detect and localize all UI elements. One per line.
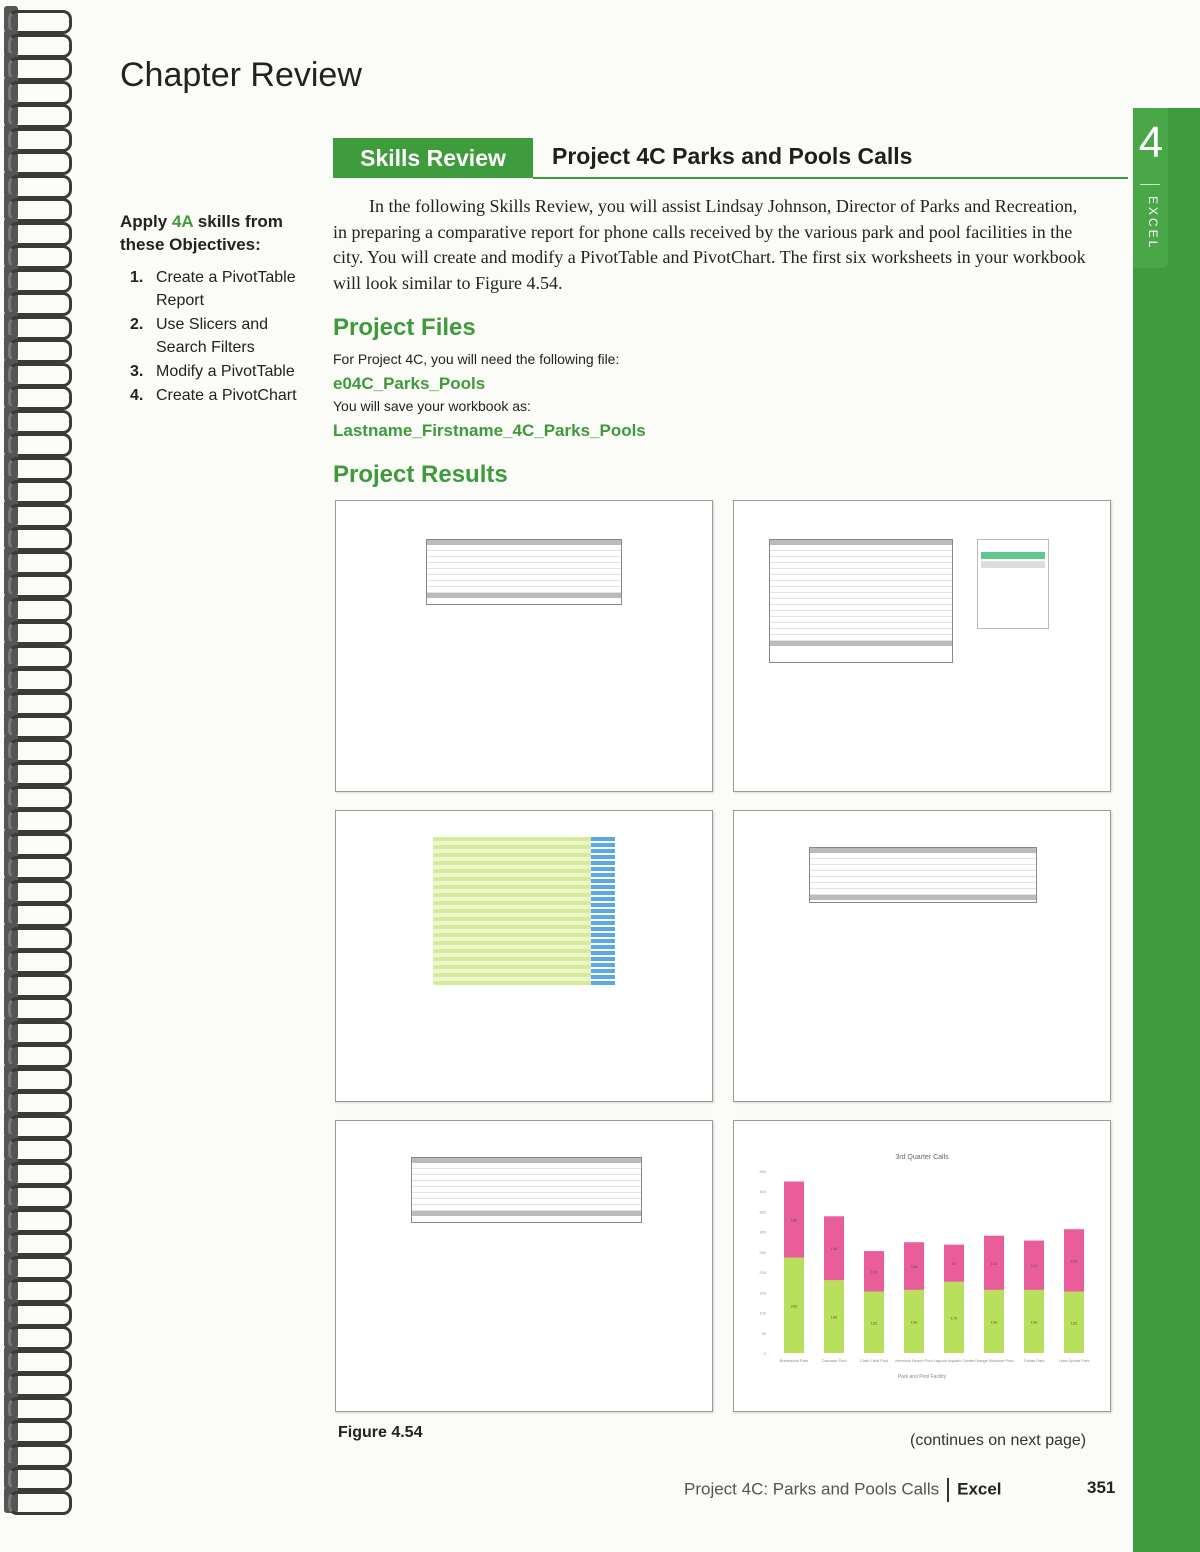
y-tick-label: 300 bbox=[759, 1229, 766, 1235]
y-tick-label: 150 bbox=[759, 1290, 766, 1296]
bar-data-label: 154 bbox=[1070, 1258, 1078, 1264]
objective-item: 4. Create a PivotChart bbox=[130, 387, 297, 404]
chapter-title: Chapter Review bbox=[120, 56, 362, 94]
binding-ring bbox=[8, 1491, 72, 1515]
tab-divider bbox=[1140, 184, 1160, 185]
bar-data-label: 156 bbox=[990, 1319, 998, 1325]
binding-ring bbox=[8, 1091, 72, 1115]
worksheet-thumbnail-4 bbox=[733, 810, 1111, 1102]
x-category-label: Tobias Park bbox=[1023, 1358, 1045, 1363]
y-tick-label: 100 bbox=[759, 1310, 766, 1316]
objectives-sidebar bbox=[120, 210, 310, 408]
objective-item: 1. Create a PivotTable Report bbox=[130, 269, 296, 309]
binding-ring bbox=[8, 151, 72, 175]
x-category-label: Clark Field Pool bbox=[859, 1358, 889, 1363]
binding-ring bbox=[8, 1373, 72, 1397]
x-category-label: Brentwood Park bbox=[779, 1358, 809, 1363]
binding-ring bbox=[8, 903, 72, 927]
pivot-table-preview bbox=[769, 539, 953, 663]
chapter-number: 4 bbox=[1138, 118, 1164, 167]
save-file-name: Lastname_Firstname_4C_Parks_Pools bbox=[333, 421, 646, 440]
y-tick-label: 400 bbox=[759, 1189, 766, 1195]
worksheet-thumbnail-5 bbox=[335, 1120, 713, 1412]
x-category-label: Hemlock Beach Pool bbox=[895, 1358, 933, 1363]
worksheet-thumbnail-2 bbox=[733, 500, 1111, 792]
binding-ring bbox=[8, 1044, 72, 1068]
bar-data-label: 122 bbox=[1030, 1263, 1038, 1269]
project-title: Project 4C Parks and Pools Calls bbox=[552, 143, 913, 169]
binding-ring bbox=[8, 480, 72, 504]
bar-data-label: 188 bbox=[790, 1217, 798, 1223]
chapter-tab bbox=[1133, 108, 1200, 1552]
bar-data-label: 134 bbox=[990, 1260, 998, 1266]
binding-ring bbox=[8, 668, 72, 692]
pivot-chart bbox=[734, 1121, 1110, 1411]
binding-ring bbox=[8, 104, 72, 128]
binding-ring bbox=[8, 950, 72, 974]
spiral-binding bbox=[0, 0, 70, 1552]
binding-ring bbox=[8, 1279, 72, 1303]
bar-data-label: 156 bbox=[910, 1319, 918, 1325]
binding-ring bbox=[8, 527, 72, 551]
x-category-label: Lagoon Aquatic Center bbox=[933, 1358, 975, 1363]
binding-ring bbox=[8, 386, 72, 410]
binding-ring bbox=[8, 997, 72, 1021]
binding-ring bbox=[8, 856, 72, 880]
continues-note: (continues on next page) bbox=[910, 1432, 1087, 1449]
binding-ring bbox=[8, 245, 72, 269]
y-tick-label: 0 bbox=[763, 1351, 766, 1356]
y-tick-label: 200 bbox=[759, 1270, 766, 1276]
binding-ring bbox=[8, 762, 72, 786]
source-file-name: e04C_Parks_Pools bbox=[333, 374, 486, 393]
slicer-preview bbox=[977, 539, 1049, 629]
intro-paragraph: In the following Skills Review, you will assist Lindsay Johnson, Director of Parks and Recreation, in preparing a comparative report for phone calls received by the various park and pool facilities in the city. You will create and modify a PivotTable and PivotChart. The first six worksheets in your workbook will look similar to Figure 4.54. bbox=[333, 196, 1086, 293]
y-tick-label: 350 bbox=[759, 1209, 766, 1215]
binding-ring bbox=[8, 57, 72, 81]
worksheet-thumbnail-3 bbox=[335, 810, 713, 1102]
binding-ring bbox=[8, 292, 72, 316]
binding-ring bbox=[8, 433, 72, 457]
y-tick-label: 450 bbox=[759, 1169, 766, 1174]
project-results-heading: Project Results bbox=[333, 461, 508, 488]
y-tick-label: 250 bbox=[759, 1249, 766, 1255]
chapter-tab-label: EXCEL bbox=[1146, 196, 1160, 251]
binding-ring bbox=[8, 339, 72, 363]
need-file-line: For Project 4C, you will need the following file: bbox=[333, 351, 620, 367]
bar-data-label: 156 bbox=[1030, 1319, 1038, 1325]
binding-ring bbox=[8, 621, 72, 645]
page-number: 351 bbox=[1087, 1478, 1116, 1497]
page-footer bbox=[684, 1478, 1116, 1502]
figure-caption: Figure 4.54 bbox=[338, 1424, 423, 1441]
x-category-label: Orange Blossom Pool bbox=[974, 1358, 1014, 1363]
binding-ring bbox=[8, 1467, 72, 1491]
binding-ring bbox=[8, 198, 72, 222]
binding-ring bbox=[8, 809, 72, 833]
data-sheet-preview bbox=[433, 837, 615, 985]
worksheet-thumbnail-1 bbox=[335, 500, 713, 792]
chart-xlabel: Park and Pool Facility bbox=[897, 1374, 947, 1380]
bar-data-label: 152 bbox=[1070, 1320, 1078, 1326]
footer-divider bbox=[947, 1478, 949, 1502]
chart-title: 3rd Quarter Calls bbox=[895, 1154, 949, 1161]
project-files-heading: Project Files bbox=[333, 314, 476, 341]
binding-ring bbox=[8, 1185, 72, 1209]
bar-data-label: 176 bbox=[950, 1315, 958, 1321]
binding-ring bbox=[8, 1420, 72, 1444]
bar-data-label: 236 bbox=[790, 1303, 798, 1309]
objective-item: 3. Modify a PivotTable bbox=[130, 363, 295, 380]
save-as-line: You will save your workbook as: bbox=[333, 398, 531, 414]
footer-project: Project 4C: Parks and Pools Calls bbox=[684, 1479, 940, 1499]
x-category-label: Cascade Pool bbox=[821, 1358, 847, 1363]
bar-data-label: 180 bbox=[830, 1314, 838, 1320]
binding-ring bbox=[8, 1326, 72, 1350]
binding-ring bbox=[8, 10, 72, 34]
pivot-chart-thumbnail bbox=[733, 1120, 1111, 1412]
pivot-table-preview bbox=[426, 539, 622, 605]
objectives-list bbox=[120, 266, 310, 407]
x-category-label: Yuba Sports Park bbox=[1058, 1358, 1090, 1363]
bar-data-label: 152 bbox=[870, 1320, 878, 1326]
pivot-table-preview bbox=[809, 847, 1037, 903]
binding-ring bbox=[8, 1232, 72, 1256]
footer-app: Excel bbox=[957, 1479, 1002, 1499]
pivot-table-preview bbox=[411, 1157, 642, 1223]
header-rule bbox=[533, 177, 1128, 179]
bar-data-label: 92 bbox=[951, 1261, 957, 1267]
bar-data-label: 158 bbox=[830, 1246, 838, 1252]
skills-review-badge: Skills Review bbox=[333, 138, 533, 178]
bar-data-label: 100 bbox=[870, 1269, 878, 1275]
binding-ring bbox=[8, 1138, 72, 1162]
binding-ring bbox=[8, 715, 72, 739]
objective-item: 2. Use Slicers and Search Filters bbox=[130, 316, 269, 356]
objectives-heading: Apply 4A skills from these Objectives: bbox=[120, 212, 283, 254]
y-tick-label: 50 bbox=[761, 1330, 766, 1336]
bar-data-label: 118 bbox=[910, 1264, 918, 1270]
binding-ring bbox=[8, 574, 72, 598]
